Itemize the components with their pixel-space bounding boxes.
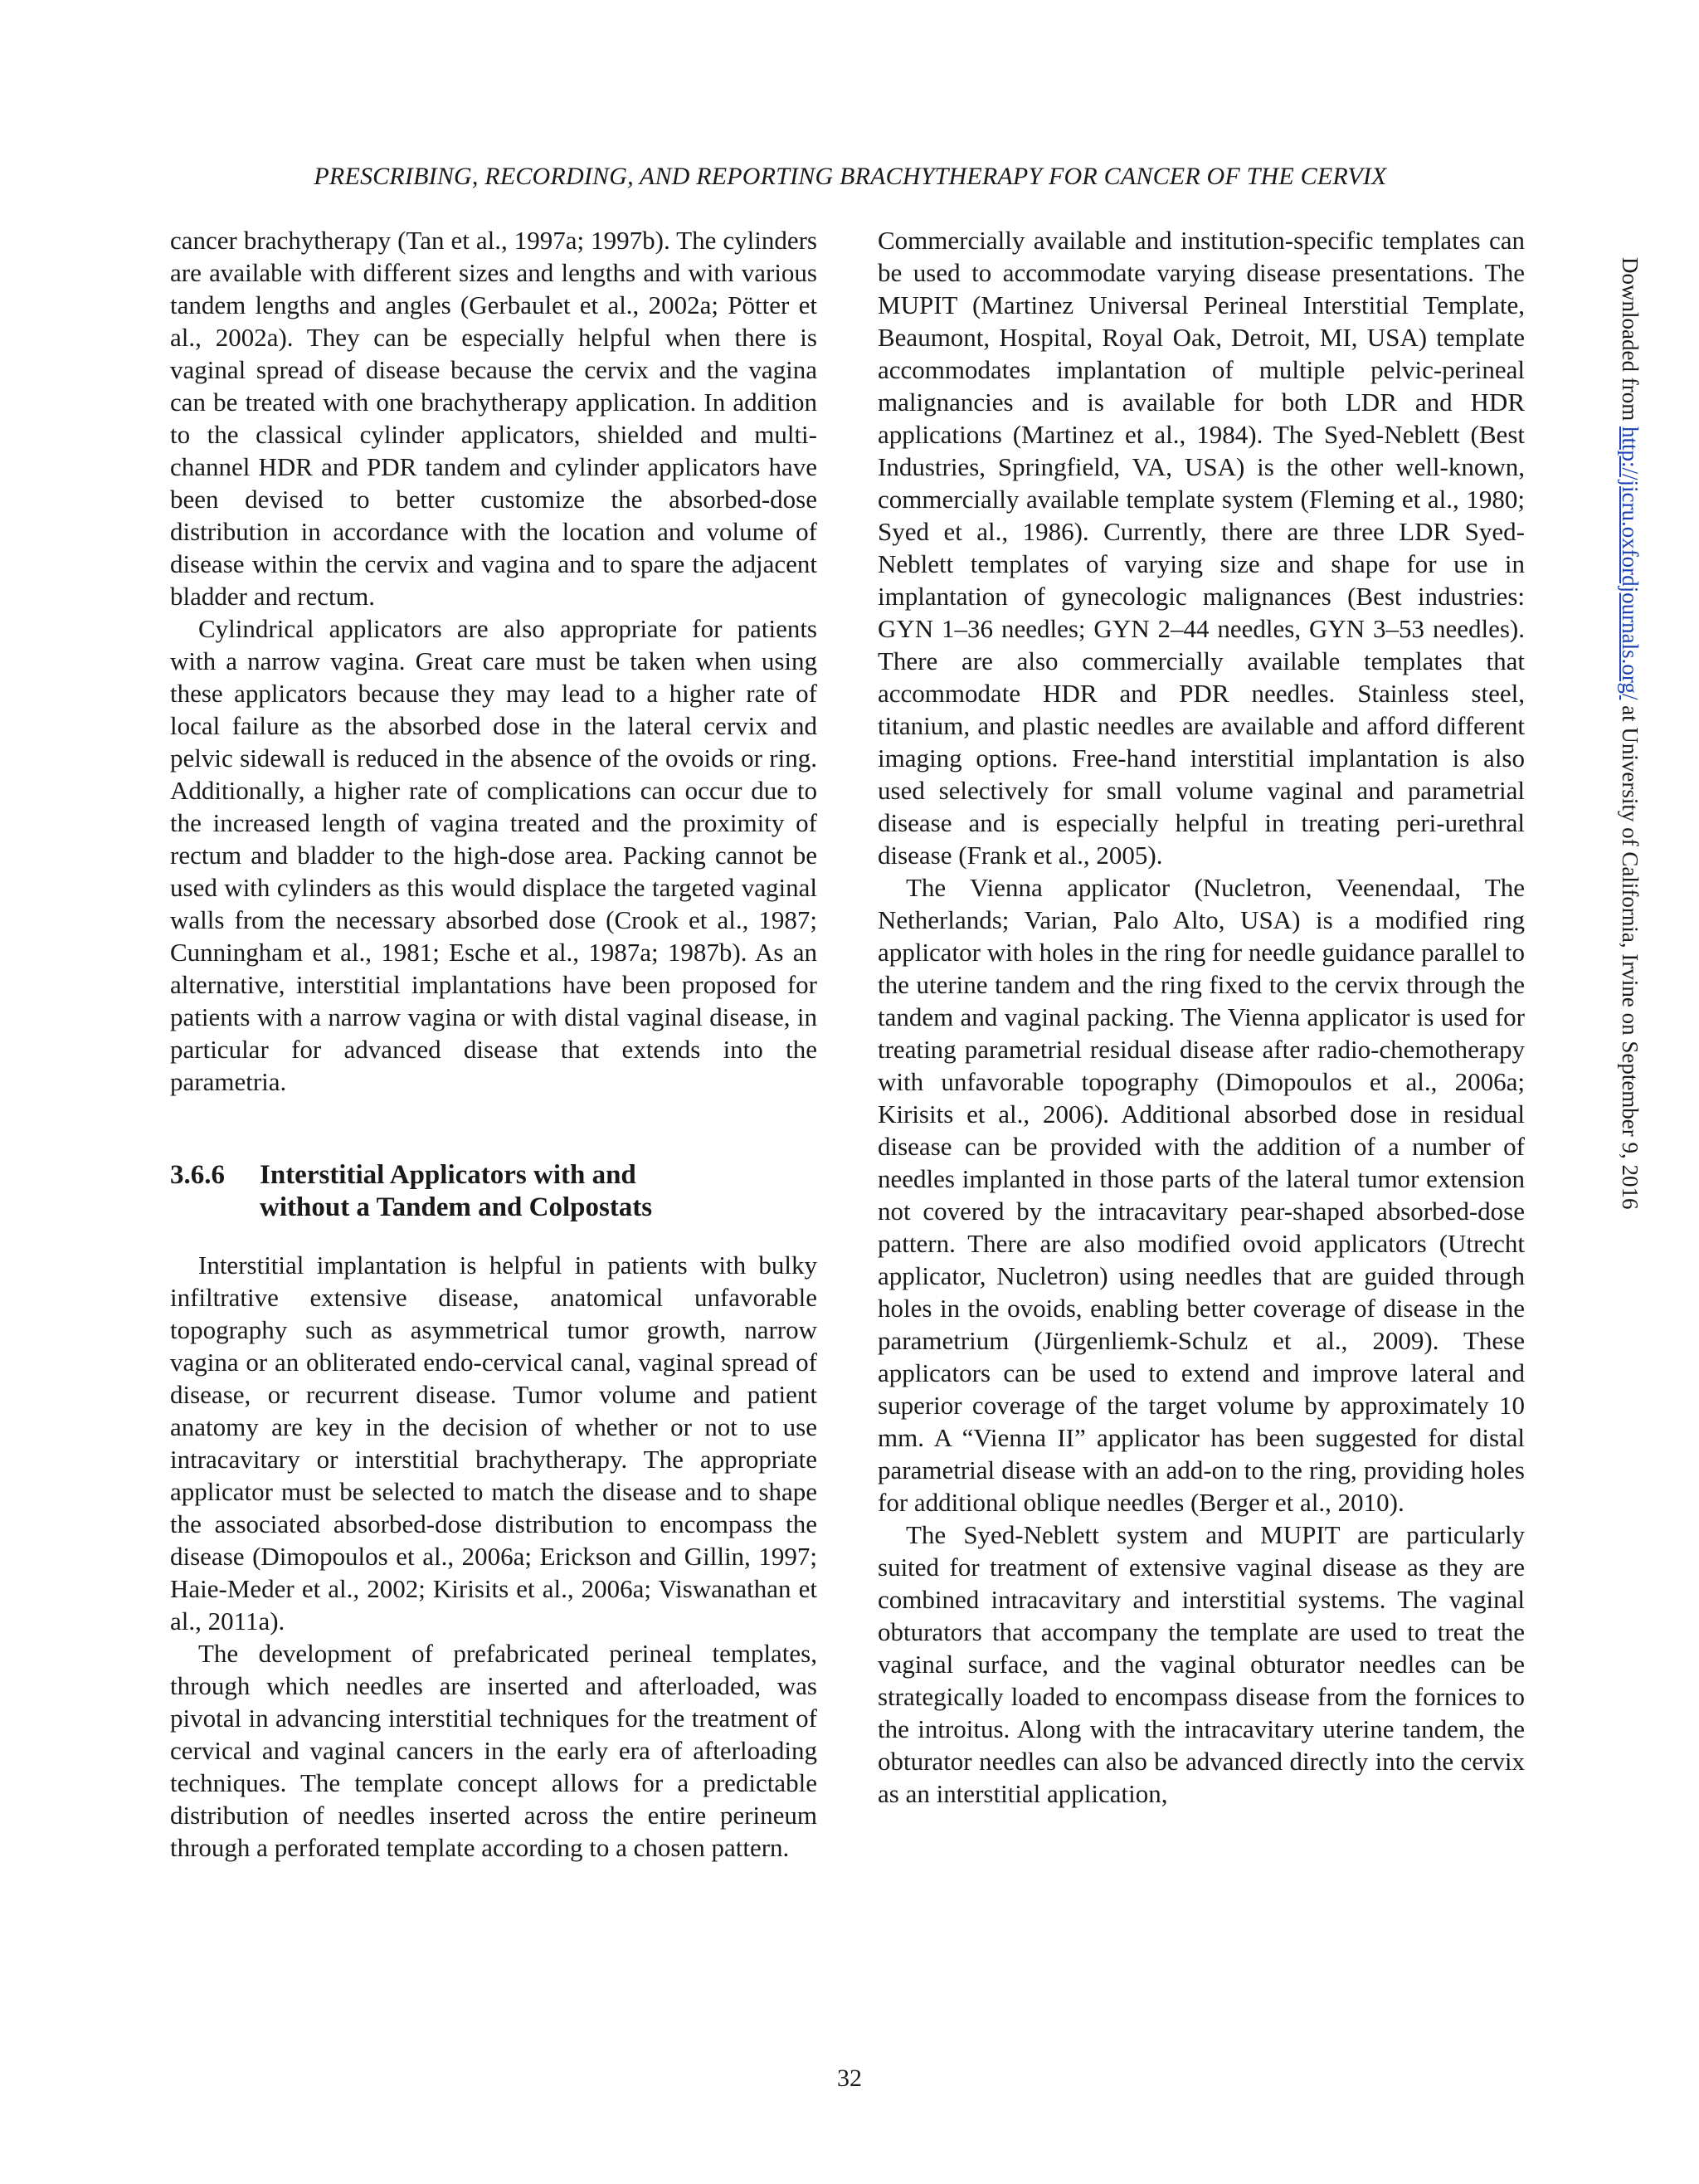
- paragraph: Cylindrical applicators are also appropriate for patients with a narrow vagina. Great care must be taken when using these applicators because they may lead to a higher rate of local failure as the absorbed dose in the lateral cervix and pelvic sidewall is reduced in the absence of the ovoids or ring. Additionally, a higher rate of complications can occur due to the increased length of vagina treated and the proximity of rectum and bladder to the high-dose area. Packing cannot be used with cylinders as this would displace the targeted vaginal walls from the necessary absorbed dose (Crook et al., 1987; Cunningham et al., 1981; Esche et al., 1987a; 1987b). As an alternative, interstitial implantations have been proposed for patients with a narrow vagina or with distal vaginal disease, in particular for advanced disease that extends into the parametria.: [170, 614, 817, 1096]
- right-column: [878, 224, 1525, 1810]
- left-column: [170, 224, 817, 1864]
- paragraph: The Vienna applicator (Nucletron, Veenendaal, The Netherlands; Varian, Palo Alto, USA) is a modified ring applicator with holes in the ring for needle guidance parallel to the uterine tandem and the ring fixed to the cervix through the tandem and vaginal packing. The Vienna applicator is used for treating parametrial residual disease after radio-chemotherapy with unfavorable topography (Dimopoulos et al., 2006a; Kirisits et al., 2006). Additional absorbed dose in residual disease can be provided with the addition of a number of needles implanted in those parts of the lateral tumor extension not covered by the intracavitary pear-shaped absorbed-dose pattern. There are also modified ovoid applicators (Utrecht applicator, Nucletron) using needles that are guided through holes in the ovoids, enabling better coverage of disease in the parametrium (Jürgenliemk-Schulz et al., 2009). These applicators can be used to extend and improve lateral and superior coverage of the target volume by approximately 10 mm. A “Vienna II” applicator has been suggested for distal parametrial disease with an add-on to the ring, providing holes for additional oblique needles (Berger et al., 2010).: [878, 873, 1525, 1517]
- paragraph: The Syed-Neblett system and MUPIT are particularly suited for treatment of extensive vaginal disease as they are combined intracavitary and interstitial systems. The vaginal obturators that accompany the template are used to treat the vaginal surface, and the vaginal obturator needles can be strategically loaded to encompass disease from the fornices to the introitus. Along with the intracavitary uterine tandem, the obturator needles can also be advanced directly into the cervix as an interstitial application,: [878, 1520, 1525, 1808]
- section-number: 3.6.6: [170, 1160, 225, 1190]
- section-heading: [170, 1159, 817, 1224]
- download-notice-prefix: Downloaded from: [1618, 257, 1643, 427]
- journal-link[interactable]: http://jicru.oxfordjournals.org/: [1618, 426, 1643, 700]
- page-number: 32: [837, 2065, 862, 2092]
- download-notice: [1617, 257, 1643, 1210]
- running-head: PRESCRIBING, RECORDING, AND REPORTING BRACHYTHERAPY FOR CANCER OF THE CERVIX: [314, 163, 1387, 190]
- paragraph: Commercially available and institution-specific templates can be used to accommodate varying disease presentations. The MUPIT (Martinez Universal Perineal Interstitial Template, Beaumont, Hospital, Royal Oak, Detroit, MI, USA) template accommodates implantation of multiple pelvic-perineal malignancies and is available for both LDR and HDR applications (Martinez et al., 1984). The Syed-Neblett (Best Industries, Springfield, VA, USA) is the other well-known, commercially available template system (Fleming et al., 1980; Syed et al., 1986). Currently, there are three LDR Syed-Neblett templates of varying size and shape for use in implantation of gynecologic malignances (Best industries: GYN 1–36 needles; GYN 2–44 needles, GYN 3–53 needles). There are also commercially available templates that accommodate HDR and PDR needles. Stainless steel, titanium, and plastic needles are available and afford different imaging options. Free-hand interstitial implantation is also used selectively for small volume vaginal and parametrial disease and is especially helpful in treating peri-urethral disease (Frank et al., 2005).: [878, 226, 1525, 870]
- section-title: Interstitial Applicators with and without a Tandem and Colpostats: [260, 1160, 653, 1222]
- paragraph: cancer brachytherapy (Tan et al., 1997a; 1997b). The cylinders are available with different sizes and lengths and with various tandem lengths and angles (Gerbaulet et al., 2002a; Pötter et al., 2002a). They can be especially helpful when there is vaginal spread of disease because the cervix and the vagina can be treated with one brachytherapy application. In addition to the classical cylinder applicators, shielded and multi-channel HDR and PDR tandem and cylinder applicators have been devised to better customize the absorbed-dose distribution in accordance with the location and volume of disease within the cervix and vagina and to spare the adjacent bladder and rectum.: [170, 226, 817, 611]
- download-notice-suffix: at University of California, Irvine on September 9, 2016: [1618, 700, 1643, 1210]
- paragraph: The development of prefabricated perineal templates, through which needles are inserted and afterloaded, was pivotal in advancing interstitial techniques for the treatment of cervical and vaginal cancers in the early era of afterloading techniques. The template concept allows for a predictable distribution of needles inserted across the entire perineum through a perforated template according to a chosen pattern.: [170, 1639, 817, 1862]
- paragraph: Interstitial implantation is helpful in patients with bulky infiltrative extensive disease, anatomical unfavorable topography such as asymmetrical tumor growth, narrow vagina or an obliterated endo-cervical canal, vaginal spread of disease, or recurrent disease. Tumor volume and patient anatomy are key in the decision of whether or not to use intracavitary or interstitial brachytherapy. The appropriate applicator must be selected to match the disease and to shape the associated absorbed-dose distribution to encompass the disease (Dimopoulos et al., 2006a; Erickson and Gillin, 1997; Haie-Meder et al., 2002; Kirisits et al., 2006a; Viswanathan et al., 2011a).: [170, 1250, 817, 1636]
